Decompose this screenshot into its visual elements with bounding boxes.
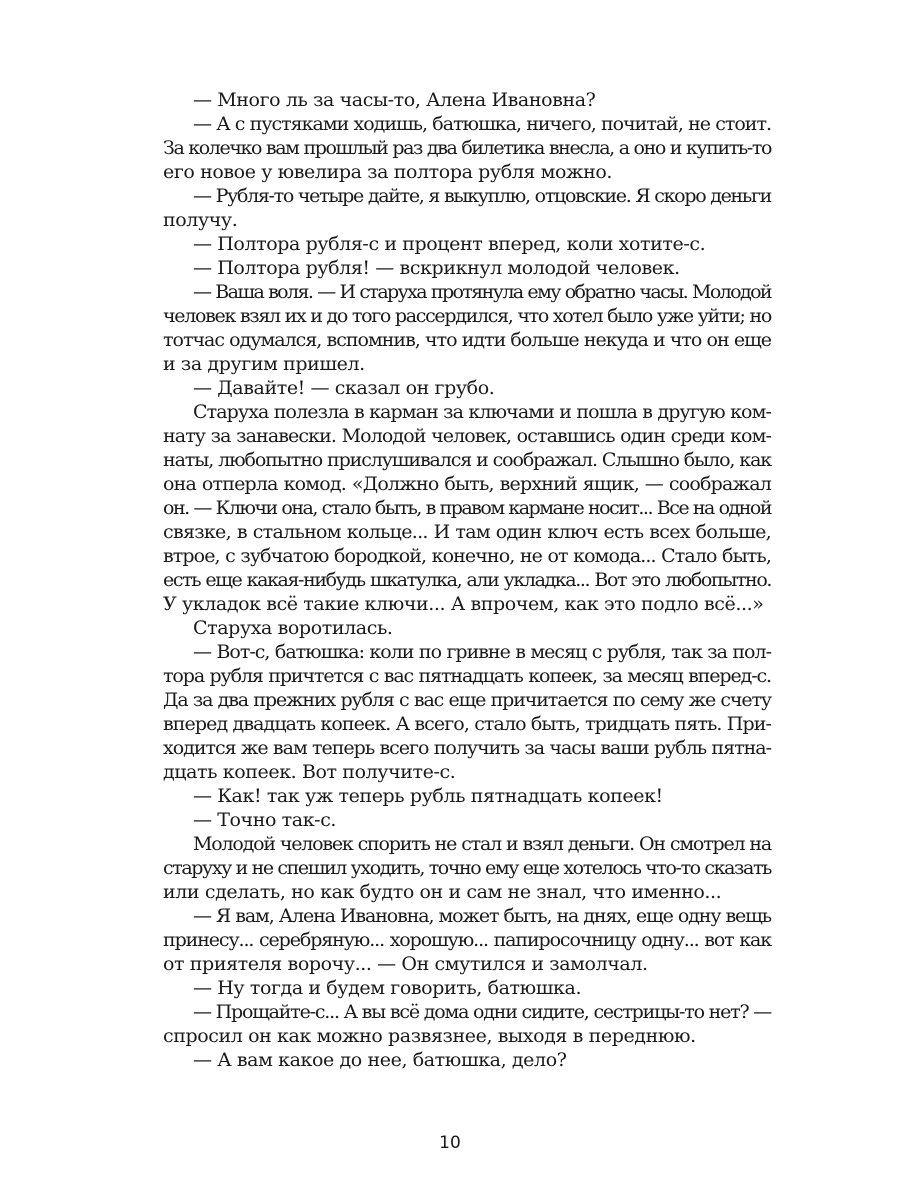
text-line: и за другим пришел. xyxy=(163,353,365,375)
text-line: — Рубля-то четыре дайте, я выкуплю, отцовские. Я скоро деньги xyxy=(193,185,771,207)
text-line: есть еще какая-нибудь шкатулка, али укладка... Вот это любопытно. xyxy=(163,569,771,591)
text-line: — Как! так уж теперь рубль пятнадцать копеек! xyxy=(193,785,663,807)
text-line: связке, в стальном кольце... И там один ключ есть всех больше, xyxy=(163,521,771,543)
text-line: — Полтора рубля-с и процент вперед, коли хотите-с. xyxy=(193,233,706,255)
text-line: — Я вам, Алена Ивановна, может быть, на днях, еще одну вещь xyxy=(193,905,771,927)
text-line: он. — Ключи она, стало быть, в правом кармане носит... Все на одной xyxy=(163,497,771,519)
text-line: — Ну тогда и будем говорить, батюшка. xyxy=(193,977,582,999)
text-line: от приятеля ворочу... — Он смутился и замолчал. xyxy=(163,953,648,975)
text-line: или сделать, но как будто он и сам не знал, что именно... xyxy=(163,881,722,903)
text-line: — Точно так-с. xyxy=(193,809,337,831)
text-line: нату за занавески. Молодой человек, оставшись один среди ком- xyxy=(163,425,771,447)
text-line: получу. xyxy=(163,209,238,231)
text-line: дцать копеек. Вот получите-с. xyxy=(163,761,456,783)
text-line: — Прощайте-с... А вы всё дома одни сидите, сестрицы-то нет? — xyxy=(193,1001,772,1023)
text-line: У укладок всё такие ключи... А впрочем, как это подло всё...» xyxy=(163,593,764,615)
text-line: — Давайте! — сказал он грубо. xyxy=(193,377,495,399)
text-line: Старуха полезла в карман за ключами и пошла в другую ком- xyxy=(193,401,771,423)
text-line: — Полтора рубля! — вскрикнул молодой человек. xyxy=(193,257,680,279)
text-line: тотчас одумался, вспомнив, что идти больше некуда и что он еще xyxy=(163,329,771,351)
body-text xyxy=(163,88,771,1072)
text-line: ходится же вам теперь всего получить за часы ваши рубль пятна- xyxy=(163,737,771,759)
text-line: втрое, с зубчатою бородкой, конечно, не от комода... Стало быть, xyxy=(163,545,771,567)
page-number: 10 xyxy=(439,1133,461,1153)
text-line: тора рубля причтется с вас пятнадцать копеек, за месяц вперед-с. xyxy=(163,665,771,687)
text-line: — Ваша воля. — И старуха протянула ему обратно часы. Молодой xyxy=(193,281,771,303)
text-line: За колечко вам прошлый раз два билетика внесла, а оно и купить-то xyxy=(163,137,771,159)
text-line: она отперла комод. «Должно быть, верхний ящик, — соображал xyxy=(163,473,771,495)
text-line: человек взял их и до того рассердился, что хотел было уже уйти; но xyxy=(163,305,771,327)
text-line: — А вам какое до нее, батюшка, дело? xyxy=(193,1049,567,1071)
text-line: Молодой человек спорить не стал и взял деньги. Он смотрел на xyxy=(193,833,771,855)
text-line: старуху и не спешил уходить, точно ему еще хотелось что-то сказать xyxy=(163,857,771,879)
text-line: — А с пустяками ходишь, батюшка, ничего, почитай, не стоит. xyxy=(193,113,771,135)
text-line: вперед двадцать копеек. А всего, стало быть, тридцать пять. При- xyxy=(163,713,771,735)
text-line: его новое у ювелира за полтора рубля можно. xyxy=(163,161,613,183)
text-line: принесу... серебряную... хорошую... папиросочницу одну... вот как xyxy=(163,929,771,951)
text-line: наты, любопытно прислушивался и соображал. Слышно было, как xyxy=(163,449,772,471)
text-line: спросил он как можно развязнее, выходя в переднюю. xyxy=(163,1025,696,1047)
text-line: Да за два прежних рубля с вас еще причитается по сему же счету xyxy=(163,689,771,711)
text-line: Старуха воротилась. xyxy=(193,617,393,639)
text-line: — Вот-с, батюшка: коли по гривне в месяц с рубля, так за пол- xyxy=(193,641,771,663)
text-line: — Много ль за часы-то, Алена Ивановна? xyxy=(193,89,596,111)
